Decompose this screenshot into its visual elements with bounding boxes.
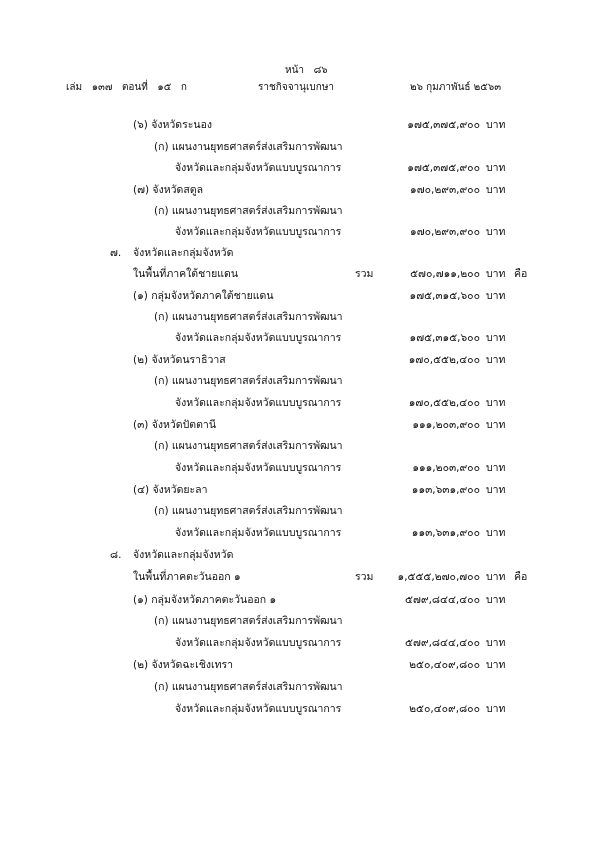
baht-unit: บาท (486, 184, 506, 196)
group-number: ๘. (110, 549, 122, 561)
group-title: จังหวัดและกลุ่มจังหวัด (133, 247, 234, 259)
section-number: ๑๕ (157, 82, 172, 93)
plan-amount: ๑๗๐,๒๙๓,๙๐๐ (410, 226, 480, 238)
plan-line-2 (0, 329, 595, 345)
section-suffix: ก (180, 82, 187, 93)
group-title-2: ในพื้นที่ภาคตะวันออก ๑ (133, 571, 241, 583)
group-number: ๗. (110, 247, 122, 259)
plan-line-1 (0, 437, 595, 453)
group8-heading (0, 546, 595, 562)
plan-line-2 (0, 159, 595, 175)
plan-text: จังหวัดและกลุ่มจังหวัดแบบบูรณาการ (175, 226, 342, 238)
entry-title: (๑) กลุ่มจังหวัดภาคตะวันออก ๑ (133, 594, 277, 606)
plan-text: (ก) แผนงานยุทธศาสตร์ส่งเสริมการพัฒนา (154, 311, 343, 323)
entry-amount: ๕๗๙,๘๔๔,๔๐๐ (405, 594, 480, 606)
page-number: ๘๖ (313, 65, 328, 76)
baht-unit: บาท (486, 119, 506, 131)
baht-unit: บาท (486, 332, 506, 344)
plan-text: จังหวัดและกลุ่มจังหวัดแบบบูรณาการ (175, 162, 342, 174)
entry-amount: ๑๗๕,๓๗๕,๙๐๐ (407, 119, 480, 131)
baht-unit: บาท (486, 462, 506, 474)
baht-unit: บาท (486, 290, 506, 302)
page-label: หน้า (285, 65, 305, 76)
plan-line-2 (0, 634, 595, 650)
plan-line-2 (0, 524, 595, 540)
plan-line-1 (0, 612, 595, 628)
entry-satun (0, 181, 595, 197)
entry-title: (๒) จังหวัดนราธิวาส (133, 354, 226, 366)
baht-unit: บาท (486, 594, 506, 606)
plan-line-1 (0, 502, 595, 518)
page-number-label (285, 63, 328, 78)
volume-number: ๑๓๗ (91, 82, 113, 93)
entry-amount: ๑๗๕,๓๑๕,๖๐๐ (409, 290, 480, 302)
baht-unit: บาท (486, 419, 506, 431)
entry-amount: ๑๗๐,๕๕๒,๔๐๐ (408, 354, 480, 366)
entry-title: (๑) กลุ่มจังหวัดภาคใต้ชายแดน (133, 290, 274, 302)
plan-line-1 (0, 202, 595, 218)
plan-text: จังหวัดและกลุ่มจังหวัดแบบบูรณาการ (175, 637, 342, 649)
group-total: ๑,๕๕๕,๒๗๐,๗๐๐ (397, 571, 480, 583)
plan-line-1 (0, 138, 595, 154)
total-label: รวม (355, 268, 374, 280)
baht-unit: บาท (486, 162, 506, 174)
plan-line-2 (0, 459, 595, 475)
group-title: จังหวัดและกลุ่มจังหวัด (133, 549, 234, 561)
entry-title: (๖) จังหวัดระนอง (133, 119, 213, 131)
plan-amount: ๑๗๐,๕๕๒,๔๐๐ (408, 397, 480, 409)
group-total: ๕๗๐,๗๑๑,๒๐๐ (410, 268, 480, 280)
plan-text: (ก) แผนงานยุทธศาสตร์ส่งเสริมการพัฒนา (154, 681, 343, 693)
plan-text: จังหวัดและกลุ่มจังหวัดแบบบูรณาการ (175, 703, 342, 715)
publication-date: ๒๖ กุมภาพันธ์ ๒๕๖๓ (410, 82, 502, 93)
baht-unit: บาท (486, 527, 506, 539)
baht-unit: บาท (486, 226, 506, 238)
baht-unit: บาท (486, 268, 506, 280)
baht-unit: บาท (486, 703, 506, 715)
baht-unit: บาท (486, 354, 506, 366)
entry-title: (๓) จังหวัดปัตตานี (133, 419, 217, 431)
baht-unit: บาท (486, 397, 506, 409)
plan-amount: ๒๕๐,๔๐๙,๘๐๐ (409, 703, 480, 715)
plan-text: (ก) แผนงานยุทธศาสตร์ส่งเสริมการพัฒนา (154, 205, 343, 217)
plan-text: (ก) แผนงานยุทธศาสตร์ส่งเสริมการพัฒนา (154, 615, 343, 627)
volume-info (66, 80, 187, 95)
plan-line-2 (0, 223, 595, 239)
plan-text: (ก) แผนงานยุทธศาสตร์ส่งเสริมการพัฒนา (154, 440, 343, 452)
plan-text: (ก) แผนงานยุทธศาสตร์ส่งเสริมการพัฒนา (154, 375, 343, 387)
entry-title: (๒) จังหวัดฉะเชิงเทรา (133, 659, 234, 671)
group-title-2: ในพื้นที่ภาคใต้ชายแดน (133, 268, 239, 280)
group7-heading (0, 244, 595, 260)
entry-ranong (0, 116, 595, 132)
baht-unit: บาท (486, 637, 506, 649)
entry-title: (๗) จังหวัดสตูล (133, 184, 204, 196)
namely-label: คือ (514, 268, 528, 280)
baht-unit: บาท (486, 484, 506, 496)
entry-narathiwat (0, 351, 595, 367)
plan-amount: ๕๗๙,๘๔๔,๔๐๐ (405, 637, 480, 649)
plan-amount: ๑๗๕,๓๗๕,๙๐๐ (407, 162, 480, 174)
plan-amount: ๑๑๑,๒๐๓,๙๐๐ (412, 462, 480, 474)
volume-label: เล่ม (66, 82, 83, 93)
total-label: รวม (355, 571, 374, 583)
plan-amount: ๑๗๕,๓๑๕,๖๐๐ (409, 332, 480, 344)
entry-south-border (0, 287, 595, 303)
plan-text: จังหวัดและกลุ่มจังหวัดแบบบูรณาการ (175, 462, 342, 474)
plan-text: จังหวัดและกลุ่มจังหวัดแบบบูรณาการ (175, 397, 342, 409)
entry-chachoengsao (0, 656, 595, 672)
publication-name: ราชกิจจานุเบกษา (258, 82, 335, 93)
plan-line-2 (0, 700, 595, 716)
entry-yala (0, 481, 595, 497)
plan-line-1 (0, 308, 595, 324)
entry-pattani (0, 416, 595, 432)
plan-text: จังหวัดและกลุ่มจังหวัดแบบบูรณาการ (175, 527, 342, 539)
baht-unit: บาท (486, 659, 506, 671)
namely-label: คือ (514, 571, 528, 583)
plan-line-1 (0, 678, 595, 694)
entry-amount: ๑๑๓,๖๓๑,๙๐๐ (411, 484, 480, 496)
plan-text: (ก) แผนงานยุทธศาสตร์ส่งเสริมการพัฒนา (154, 505, 343, 517)
entry-amount: ๒๕๐,๔๐๙,๘๐๐ (409, 659, 480, 671)
plan-line-2 (0, 394, 595, 410)
plan-amount: ๑๑๓,๖๓๑,๙๐๐ (411, 527, 480, 539)
entry-amount: ๑๑๑,๒๐๓,๙๐๐ (412, 419, 480, 431)
entry-east1 (0, 591, 595, 607)
plan-line-1 (0, 372, 595, 388)
group8-total (0, 568, 595, 584)
entry-title: (๔) จังหวัดยะลา (133, 484, 208, 496)
section-label: ตอนที่ (121, 82, 148, 93)
entry-amount: ๑๗๐,๒๙๓,๙๐๐ (410, 184, 480, 196)
plan-text: จังหวัดและกลุ่มจังหวัดแบบบูรณาการ (175, 332, 342, 344)
plan-text: (ก) แผนงานยุทธศาสตร์ส่งเสริมการพัฒนา (154, 141, 343, 153)
baht-unit: บาท (486, 571, 506, 583)
group7-total (0, 265, 595, 281)
